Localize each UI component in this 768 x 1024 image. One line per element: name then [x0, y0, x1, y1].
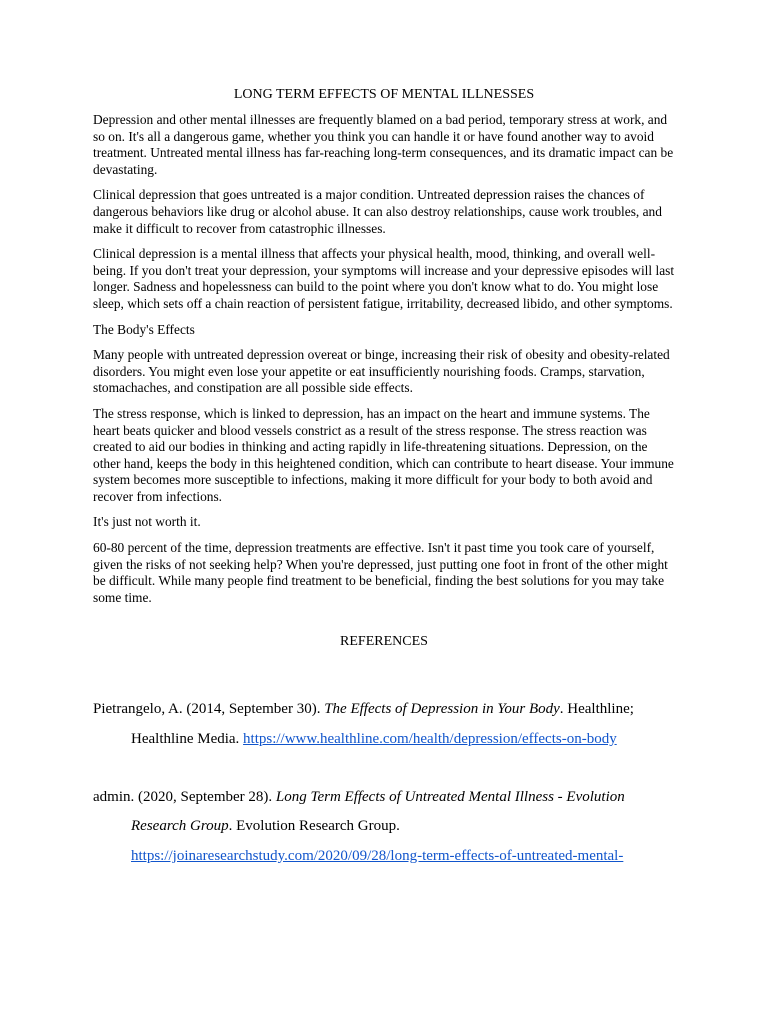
- document-title: LONG TERM EFFECTS OF MENTAL ILLNESSES: [233, 87, 535, 102]
- reference-publisher: . Evolution Research Group.: [228, 818, 400, 835]
- reference-entry: [93, 695, 675, 754]
- references-heading: REFERENCES: [340, 634, 428, 650]
- reference-entry: [93, 783, 675, 871]
- paragraph-stress-response: The stress response, which is linked to depression, has an impact on the heart and immune systems. The heart beats quicker and blood vessels constrict as a result of the stress response. The stress reaction was created to aid our bodies in thinking and acting rapidly in life-threatening situations. Depression, on the other hand, keeps the body in this heightened condition, which can contribute to heart disease. Your immune system becomes more susceptible to infections, making it more difficult for your body to both avoid and recover from infections.: [93, 405, 674, 504]
- document-page: [93, 86, 675, 871]
- reference-title: The Effects of Depression in Your Body: [324, 701, 560, 718]
- paragraph-eating: Many people with untreated depression overeat or binge, increasing their risk of obesity and obesity-related disorders. You might even lose your appetite or eat insufficiently nourishing foods. Cramps, starvation, stomachaches, and constipation are all possible side effects.: [93, 347, 670, 396]
- paragraph-clinical-illness: Clinical depression is a mental illness that affects your physical health, mood, thinking, and overall well-being. If you don't treat your depression, your symptoms will increase and your depressive episodes will last longer. Sadness and hopelessness can build to the point where you don't know what to do. You might lose sleep, which sets off a chain reaction of persistent fatigue, irritability, decreased libido, and other symptoms.: [93, 246, 675, 311]
- paragraph-not-worth-it: It's just not worth it.: [93, 514, 201, 530]
- reference-author-date: Pietrangelo, A. (2014, September 30).: [93, 701, 325, 718]
- paragraph-intro: Depression and other mental illnesses are frequently blamed on a bad period, temporary stress at work, and so on. It's all a dangerous game, whether you think you can handle it or have found another way to avoid treatment. Untreated mental illness has far-reaching long-term consequences, and its dramatic impact can be devastating.: [93, 112, 674, 177]
- paragraph-clinical-untreated: Clinical depression that goes untreated is a major condition. Untreated depression raises the chances of dangerous behaviors like drug or alcohol abuse. It can also destroy relationships, cause work troubles, and make it difficult to recover from catastrophic illnesses.: [93, 187, 662, 236]
- reference-title: Long Term Effects of Untreated Mental Illness - Evolution Research Group: [131, 789, 625, 835]
- reference-link[interactable]: https://joinaresearchstudy.com/2020/09/28/long-term-effects-of-untreated-mental-: [131, 847, 624, 864]
- paragraph-treatment: 60-80 percent of the time, depression treatments are effective. Isn't it past time you took care of yourself, given the risks of not seeking help? When you're depressed, just putting one foot in front of the other might be difficult. While many people find treatment to be beneficial, finding the best solutions for you may take some time.: [93, 540, 668, 605]
- reference-publisher: . Healthline; Healthline Media.: [131, 701, 634, 747]
- reference-link[interactable]: https://www.healthline.com/health/depression/effects-on-body: [243, 730, 617, 747]
- reference-author-date: admin. (2020, September 28).: [93, 789, 276, 806]
- section-heading-body-effects: The Body's Effects: [93, 321, 195, 337]
